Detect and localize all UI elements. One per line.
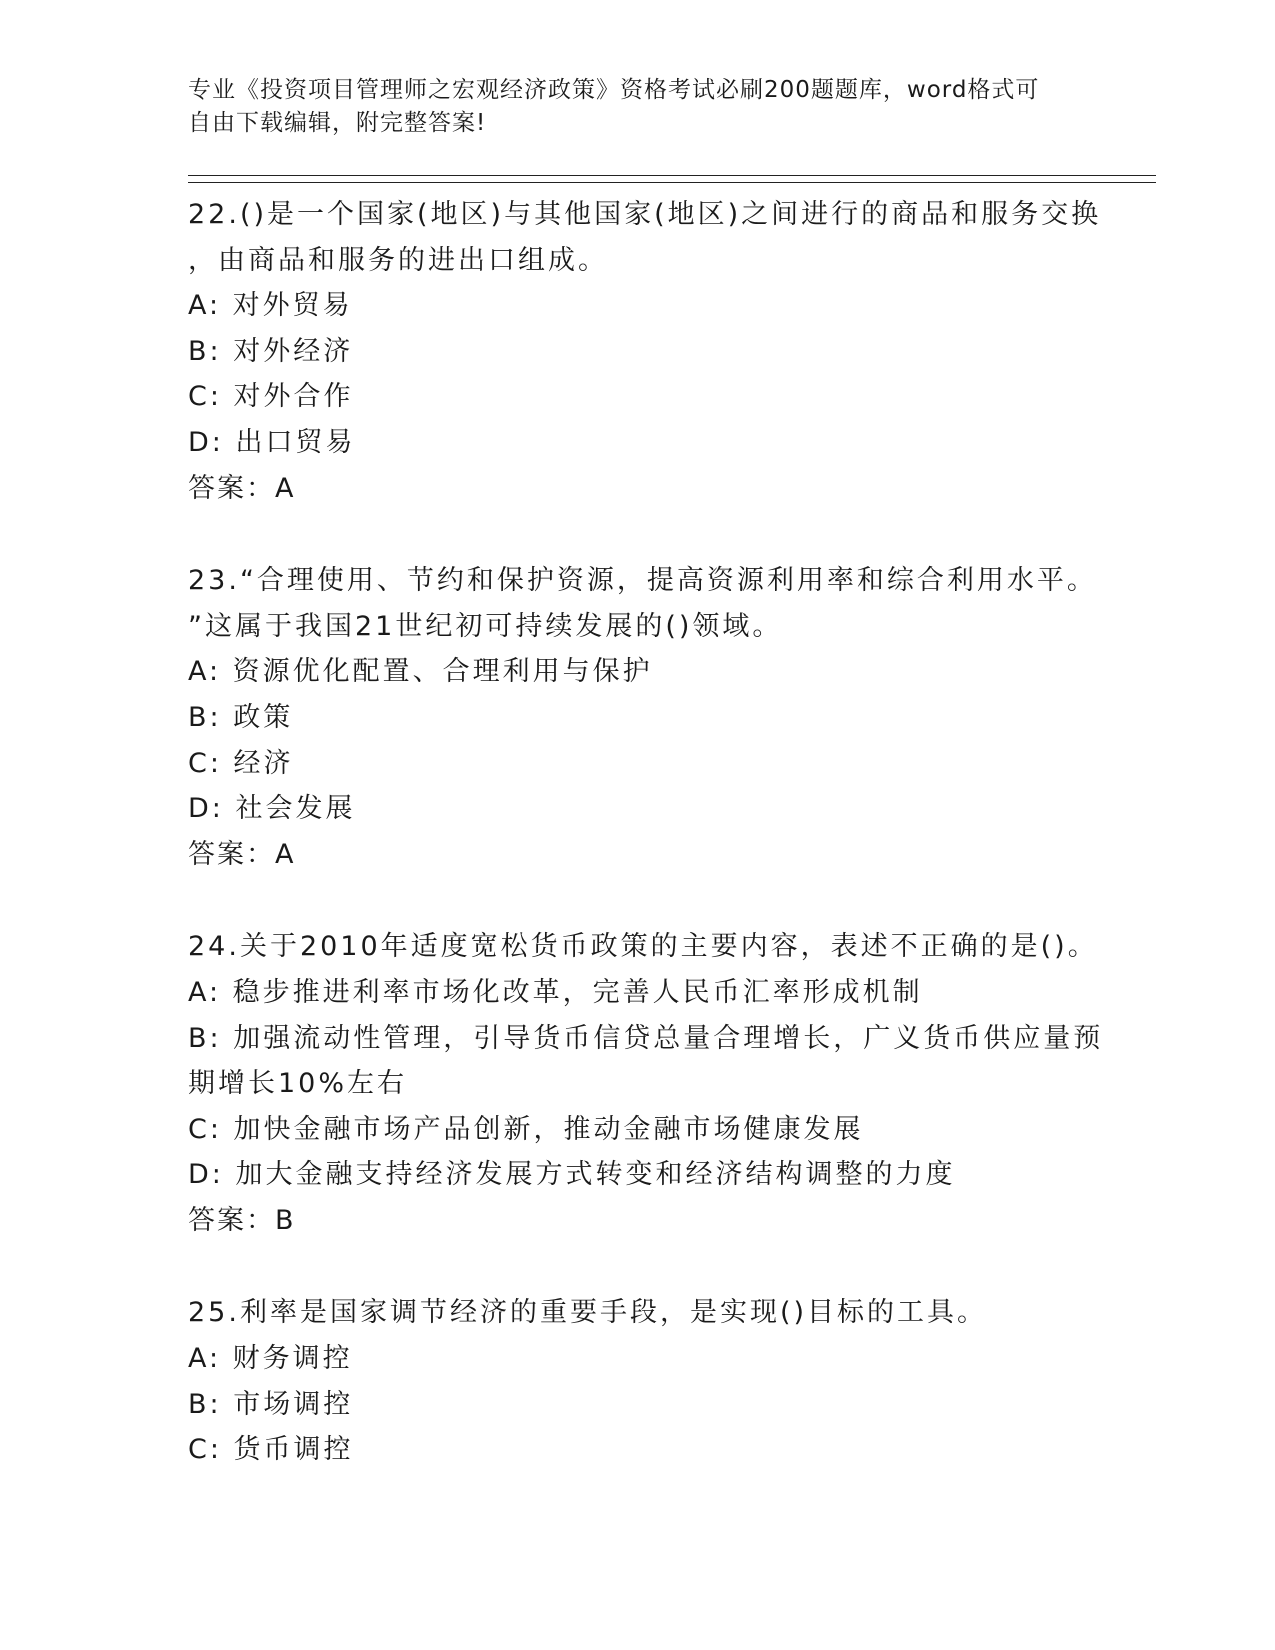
question-stem: ”这属于我国21世纪初可持续发展的()领域。 — [188, 610, 783, 642]
option-d: D: 加大金融支持经济发展方式转变和经济结构调整的力度 — [188, 1159, 956, 1191]
question-22 — [188, 192, 1102, 511]
question-stem: 23.“合理使用、节约和保护资源，提高资源利用率和综合利用水平。 — [188, 565, 1097, 597]
question-stem: 25.利率是国家调节经济的重要手段，是实现()目标的工具。 — [188, 1297, 988, 1329]
question-list — [188, 192, 1104, 1473]
option-b: B: 政策 — [188, 701, 294, 733]
answer: 答案：B — [188, 1204, 296, 1236]
option-b-continued: 期增长10%左右 — [188, 1068, 408, 1100]
option-b: B: 加强流动性管理，引导货币信贷总量合理增长，广义货币供应量预 — [188, 1022, 1104, 1054]
option-c: C: 对外合作 — [188, 381, 354, 413]
option-b: B: 市场调控 — [188, 1388, 354, 1420]
question-stem: 24.关于2010年适度宽松货币政策的主要内容，表述不正确的是()。 — [188, 931, 1098, 963]
header-divider-bottom — [188, 182, 1156, 183]
question-25 — [188, 1290, 1088, 1472]
option-d: D: 出口贸易 — [188, 426, 356, 458]
option-a: A: 稳步推进利率市场化改革，完善人民币汇率形成机制 — [188, 976, 923, 1008]
document-header — [188, 74, 1088, 140]
question-stem: 22.()是一个国家(地区)与其他国家(地区)之间进行的商品和服务交换 — [188, 199, 1102, 230]
question-24 — [188, 924, 1104, 1243]
option-a: A: 资源优化配置、合理利用与保护 — [188, 656, 653, 688]
option-b: B: 对外经济 — [188, 335, 354, 367]
question-stem: ，由商品和服务的进出口组成。 — [188, 244, 608, 276]
option-c: C: 加快金融市场产品创新，推动金融市场健康发展 — [188, 1113, 864, 1145]
option-a: A: 对外贸易 — [188, 290, 353, 322]
header-line-2: 自由下载编辑，附完整答案! — [188, 110, 487, 136]
option-a: A: 财务调控 — [188, 1343, 353, 1375]
header-line-1: 专业《投资项目管理师之宏观经济政策》资格考试必刷200题题库，word格式可 — [188, 77, 1040, 103]
answer: 答案：A — [188, 838, 296, 870]
option-d: D: 社会发展 — [188, 793, 356, 825]
answer: 答案：A — [188, 472, 296, 504]
header-divider-top — [188, 175, 1156, 176]
option-c: C: 经济 — [188, 747, 294, 779]
question-23 — [188, 558, 1097, 877]
option-c: C: 货币调控 — [188, 1434, 354, 1466]
